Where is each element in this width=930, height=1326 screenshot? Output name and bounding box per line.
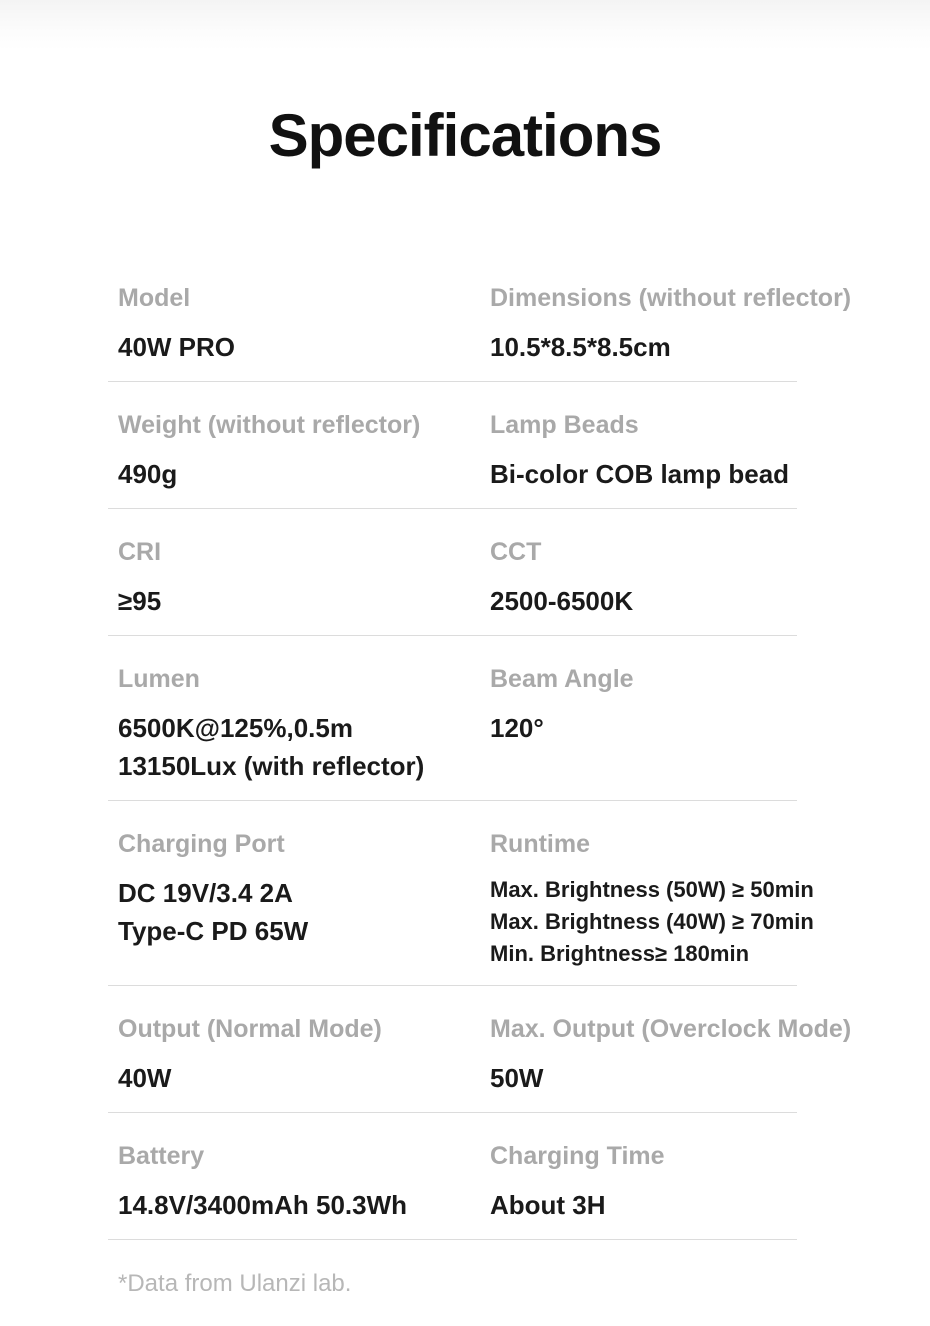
- spec-label: Max. Output (Overclock Mode): [490, 1015, 852, 1043]
- spec-row-battery-chargingtime: [108, 1113, 797, 1240]
- header: [0, 0, 930, 168]
- spec-value: About 3H: [490, 1190, 606, 1220]
- spec-value: ≥95: [118, 586, 162, 616]
- spec-value: 40W: [118, 1063, 172, 1093]
- spec-row-output-maxoutput: [108, 986, 852, 1113]
- spec-value: 6500K@125%,0.5m: [118, 713, 353, 743]
- spec-cell-model: [118, 284, 490, 366]
- spec-value: 14.8V/3400mAh 50.3Wh: [118, 1190, 408, 1220]
- spec-value: Max. Brightness (50W) ≥ 50min: [490, 877, 814, 902]
- data-source-footnote: *Data from Ulanzi lab.: [118, 1270, 352, 1297]
- spec-row-lumen-beamangle: [108, 636, 797, 801]
- spec-value: 50W: [490, 1063, 544, 1093]
- spec-label: Lumen: [118, 665, 200, 693]
- spec-label: Output (Normal Mode): [118, 1015, 382, 1043]
- spec-table: [108, 255, 852, 1240]
- spec-label: Lamp Beads: [490, 411, 639, 439]
- spec-row-weight-lampbeads: [108, 382, 797, 509]
- spec-label: CRI: [118, 538, 162, 566]
- spec-value: 10.5*8.5*8.5cm: [490, 332, 671, 362]
- spec-value: Type-C PD 65W: [118, 916, 309, 946]
- spec-cell-charging-port: [118, 830, 490, 950]
- spec-cell-runtime: [490, 830, 814, 970]
- spec-row-model-dimensions: [108, 255, 852, 382]
- spec-row-cri-cct: [108, 509, 797, 636]
- spec-cell-output-overclock: [490, 1015, 852, 1097]
- spec-value: 120°: [490, 713, 544, 743]
- spec-label: Model: [118, 284, 191, 312]
- spec-label: CCT: [490, 538, 542, 566]
- spec-value: DC 19V/3.4 2A: [118, 878, 293, 908]
- spec-value: 40W PRO: [118, 332, 236, 362]
- spec-cell-charging-time: [490, 1142, 797, 1224]
- spec-cell-cct: [490, 538, 797, 620]
- spec-cell-weight: [118, 411, 490, 493]
- spec-row-chargingport-runtime: [108, 801, 814, 986]
- spec-cell-cri: [118, 538, 490, 620]
- spec-label: Beam Angle: [490, 665, 634, 693]
- spec-value: Max. Brightness (40W) ≥ 70min: [490, 909, 814, 934]
- spec-value: 2500-6500K: [490, 586, 634, 616]
- spec-cell-beam-angle: [490, 665, 797, 747]
- spec-value: Min. Brightness≥ 180min: [490, 941, 750, 966]
- spec-cell-output-normal: [118, 1015, 490, 1097]
- spec-value: 13150Lux (with reflector): [118, 751, 425, 781]
- spec-cell-battery: [118, 1142, 490, 1224]
- spec-value: Bi-color COB lamp bead: [490, 459, 790, 489]
- spec-label: Charging Port: [118, 830, 285, 858]
- page-title: Specifications: [268, 102, 662, 169]
- spec-cell-lamp-beads: [490, 411, 797, 493]
- spec-cell-dimensions: [490, 284, 852, 366]
- spec-label: Weight (without reflector): [118, 411, 421, 439]
- spec-label: Battery: [118, 1142, 205, 1170]
- spec-cell-lumen: [118, 665, 490, 785]
- spec-label: Charging Time: [490, 1142, 665, 1170]
- spec-label: Dimensions (without reflector): [490, 284, 852, 312]
- spec-label: Runtime: [490, 830, 590, 858]
- spec-value: 490g: [118, 459, 178, 489]
